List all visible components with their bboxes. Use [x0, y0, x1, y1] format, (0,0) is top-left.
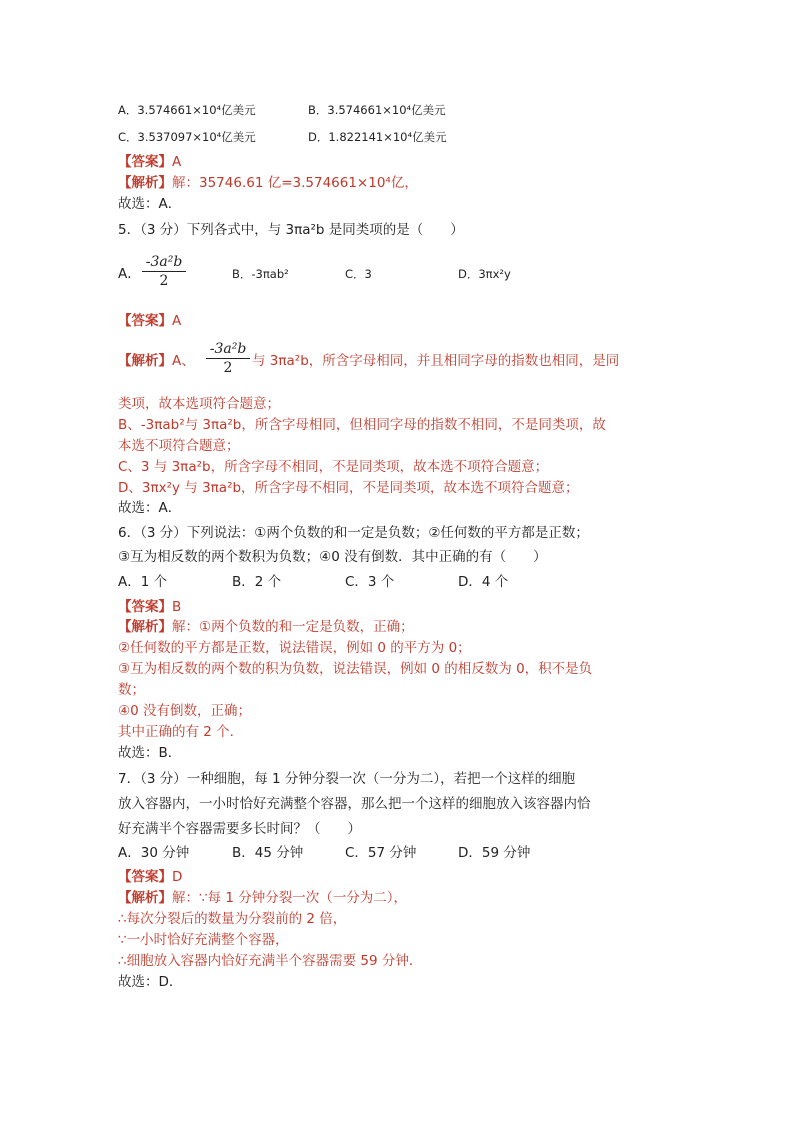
- answer-tag: 【答案】: [118, 869, 172, 885]
- analysis-tag: 【解析】: [118, 353, 172, 369]
- answer-value: B: [172, 599, 182, 615]
- q7-analysis-line3: ∵一小时恰好充满整个容器，: [118, 932, 289, 948]
- q5-analysis-fraction: [206, 340, 250, 377]
- analysis-prefix: A、: [172, 353, 195, 369]
- q5-analysis-a-suffix: 与 3πa²b，所含字母相同，并且相同字母的指数也相同，是同: [252, 353, 620, 369]
- q6-analysis-line2: ②任何数的平方都是正数，说法错误，例如 0 的平方为 0；: [118, 640, 471, 656]
- q5-option-a-label: A．: [118, 266, 141, 282]
- answer-tag: 【答案】: [118, 313, 172, 329]
- answer-value: A: [172, 313, 182, 329]
- q5-choose: 故选：A．: [118, 500, 182, 516]
- q6-option-c: C．3 个: [345, 574, 395, 590]
- q6-analysis-line4: 数；: [118, 682, 145, 698]
- q5-option-c: C．3: [345, 267, 372, 281]
- q7-analysis-line2: ∴每次分裂后的数量为分裂前的 2 倍，: [118, 911, 347, 927]
- fraction-numerator: -3a²b: [142, 253, 186, 272]
- q7-stem-line1: 7．（3 分）一种细胞，每 1 分钟分裂一次（一分为二），若把一个这样的细胞: [118, 771, 576, 787]
- analysis-tag: 【解析】: [118, 619, 172, 635]
- q6-option-d: D．4 个: [458, 574, 509, 590]
- answer-tag: 【答案】: [118, 599, 172, 615]
- fraction-denominator: 2: [159, 273, 169, 289]
- q5-analysis-a-cont: 类项，故本选项符合题意；: [118, 396, 280, 412]
- q5-stem: 5．（3 分）下列各式中，与 3πa²b 是同类项的是（ ）: [118, 222, 464, 238]
- analysis-tag: 【解析】: [118, 175, 172, 191]
- q7-option-b: B．45 分钟: [232, 845, 304, 861]
- q6-option-a: A．1 个: [118, 574, 168, 590]
- fraction-denominator: 2: [223, 360, 233, 376]
- q6-choose: 故选：B．: [118, 745, 182, 761]
- q6-analysis-line1: [118, 617, 414, 637]
- q4-option-d: D．1.822141×10⁴亿美元: [308, 130, 447, 144]
- q7-option-a: A．30 分钟: [118, 845, 190, 861]
- q6-analysis-line6: 其中正确的有 2 个．: [118, 724, 244, 740]
- q5-analysis-b2: 本选不项符合题意；: [118, 438, 240, 454]
- q5-option-d: D．3πx²y: [458, 267, 511, 281]
- q5-answer-line: [118, 311, 181, 331]
- analysis-text: 解：①两个负数的和一定是负数，正确；: [172, 619, 414, 635]
- answer-tag: 【答案】: [118, 154, 172, 170]
- fraction-numerator: -3a²b: [206, 340, 250, 359]
- q6-stem-line2: ③互为相反数的两个数积为负数；④0 没有倒数．其中正确的有（ ）: [118, 549, 547, 565]
- q6-analysis-line3: ③互为相反数的两个数的积为负数，说法错误，例如 0 的相反数为 0，积不是负: [118, 661, 593, 677]
- answer-value: D: [172, 869, 183, 885]
- q7-analysis-line1: [118, 888, 407, 908]
- q5-analysis-d: D、3πx²y 与 3πa²b，所含字母不相同，不是同类项，故本选不项符合题意；: [118, 480, 579, 496]
- q5-analysis-a-line: [118, 351, 195, 371]
- q7-analysis-line4: ∴细胞放入容器内恰好充满半个容器需要 59 分钟．: [118, 953, 423, 969]
- q7-choose: 故选：D．: [118, 974, 183, 990]
- q7-stem-line3: 好充满半个容器需要多长时间？（ ）: [118, 821, 361, 837]
- q7-option-c: C．57 分钟: [345, 845, 417, 861]
- q6-answer-line: [118, 597, 181, 617]
- q5-analysis-c: C、3 与 3πa²b，所含字母不相同，不是同类项，故本选不项符合题意；: [118, 459, 549, 475]
- q6-analysis-line5: ④0 没有倒数，正确；: [118, 703, 251, 719]
- analysis-text: 解：35746.61 亿=3.574661×10⁴亿，: [172, 175, 418, 191]
- q7-stem-line2: 放入容器内，一小时恰好充满整个容器，那么把一个这样的细胞放入该容器内恰: [118, 796, 591, 812]
- q5-analysis-b1: B、-3πab²与 3πa²b，所含字母相同，但相同字母的指数不相同，不是同类项，故: [118, 417, 606, 433]
- q5-option-b: B．-3πab²: [232, 267, 289, 281]
- q4-option-c: C．3.537097×10⁴亿美元: [118, 130, 256, 144]
- q7-answer-line: [118, 867, 182, 887]
- q4-option-b: B．3.574661×10⁴亿美元: [308, 103, 446, 117]
- analysis-text: 解：∵每 1 分钟分裂一次（一分为二），: [172, 890, 408, 906]
- q6-stem-line1: 6．（3 分）下列说法：①两个负数的和一定是负数；②任何数的平方都是正数；: [118, 525, 589, 541]
- q6-option-b: B．2 个: [232, 574, 282, 590]
- q4-choose: 故选：A．: [118, 196, 182, 212]
- q5-option-a-fraction: [142, 253, 186, 290]
- q7-option-d: D．59 分钟: [458, 845, 531, 861]
- q4-answer-line: [118, 152, 181, 172]
- q4-option-a: A．3.574661×10⁴亿美元: [118, 103, 256, 117]
- answer-value: A: [172, 154, 182, 170]
- analysis-tag: 【解析】: [118, 890, 172, 906]
- q4-analysis-line: [118, 173, 418, 193]
